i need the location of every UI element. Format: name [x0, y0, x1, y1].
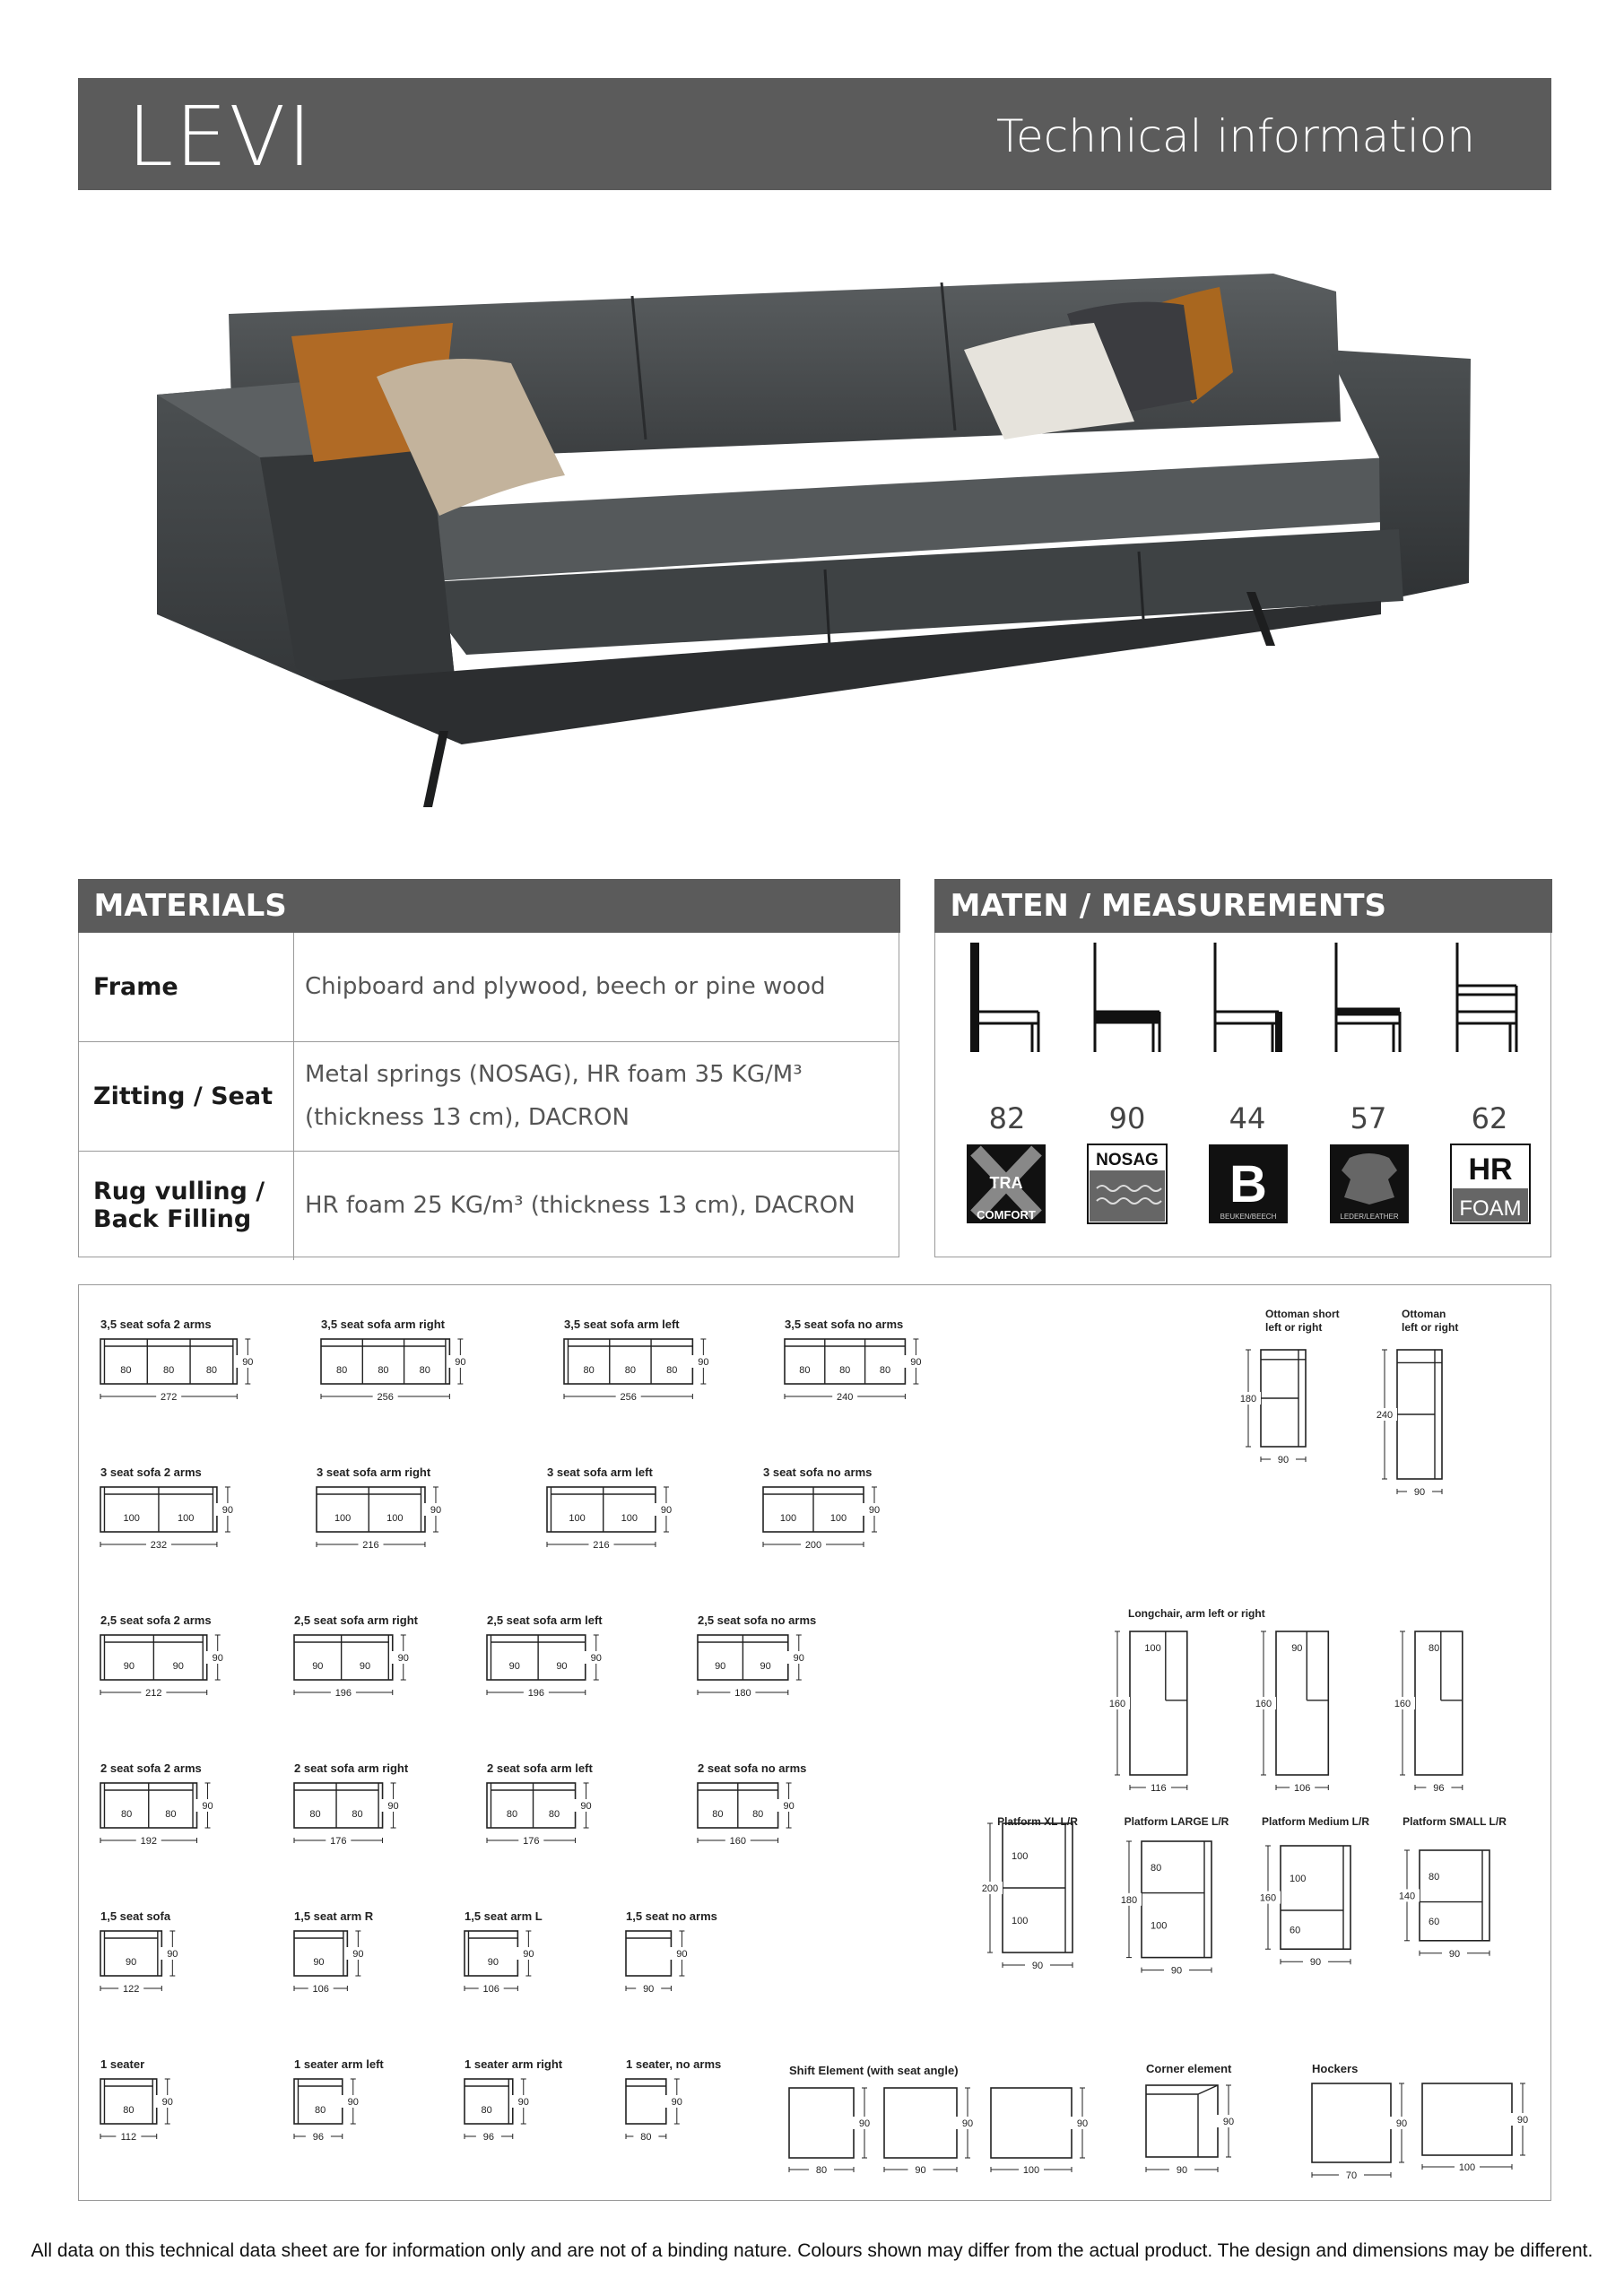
dimension-label: 90: [783, 1801, 795, 1812]
seat-width-label: 90: [1291, 1643, 1303, 1654]
header-banner: [78, 78, 1551, 190]
ottoman-element: [1372, 1308, 1458, 1498]
element-label: 1,5 seat arm R: [294, 1909, 374, 1923]
dimension-label: 180: [734, 1688, 751, 1699]
sofa-element: [465, 2057, 563, 2143]
dimension-label: 200: [804, 1540, 822, 1551]
measurements-panel: [934, 879, 1551, 1257]
seat-width-label: 100: [829, 1513, 847, 1524]
seat-width-label: 60: [1290, 1925, 1301, 1936]
seat-width-icon: [1336, 943, 1400, 1052]
dimension-label: 272: [160, 1392, 178, 1403]
dimension-label: 90: [1176, 2165, 1188, 2176]
dimension-label: 176: [330, 1836, 347, 1847]
dimension-label: 90: [430, 1505, 442, 1516]
seat-width-label: 80: [583, 1365, 595, 1376]
sofa-photo: [143, 260, 1489, 852]
table-row: [79, 933, 899, 1042]
element-label: 1,5 seat sofa: [100, 1909, 171, 1923]
dimension-label: 100: [1022, 2165, 1040, 2176]
element-outline: [789, 2088, 854, 2158]
element-label: 1 seater: [100, 2057, 145, 2071]
element-label: 3,5 seat sofa 2 arms: [100, 1318, 212, 1331]
dimension-label: 90: [212, 1653, 223, 1664]
shift-element: [991, 2088, 1095, 2176]
dimension-label: 90: [1413, 1487, 1426, 1498]
seat-width-label: 80: [309, 1809, 321, 1820]
seat-width-label: 90: [487, 1957, 499, 1968]
element-label: Ottoman: [1402, 1308, 1446, 1320]
seat-width-label: 90: [715, 1661, 726, 1672]
dimension-label: 180: [1239, 1394, 1257, 1405]
corner-line: [1198, 2085, 1218, 2094]
seat-width-label: 80: [352, 1809, 363, 1820]
dimension-label: 96: [482, 2132, 495, 2143]
dimension-label: 70: [1345, 2170, 1358, 2181]
sofa-element: [294, 1613, 419, 1699]
dimension-label: 90: [347, 2097, 359, 2108]
seat-width-label: 80: [799, 1365, 811, 1376]
seat-width-label: 80: [879, 1365, 891, 1376]
element-label: 2,5 seat sofa arm right: [294, 1613, 418, 1627]
sofa-element: [626, 1909, 717, 1995]
nosag-text: NOSAG: [1096, 1151, 1159, 1170]
hr-text: HR: [1468, 1152, 1513, 1187]
dimension-label: 80: [815, 2165, 828, 2176]
seat-width-label: 100: [779, 1513, 797, 1524]
dimension-label: 212: [145, 1688, 162, 1699]
dimension-label: 106: [482, 1984, 499, 1995]
seat-width-label: 90: [556, 1661, 568, 1672]
platform-element: [1394, 1815, 1507, 1960]
element-label: 1,5 seat no arms: [626, 1909, 717, 1923]
dimension-label: 90: [676, 1949, 688, 1960]
seat-width-label: 100: [1290, 1874, 1307, 1884]
seat-width-label: 80: [314, 2105, 326, 2116]
dimension-label: 232: [150, 1540, 168, 1551]
chair-measure-icons: [935, 935, 1550, 1257]
seat-width-label: 80: [163, 1365, 175, 1376]
element-label: 2 seat sofa arm right: [294, 1761, 409, 1775]
element-label: 1,5 seat arm L: [465, 1909, 543, 1923]
dimension-label: 240: [837, 1392, 854, 1403]
dimension-label: 90: [643, 1984, 655, 1995]
element-label: Longchair, arm left or right: [1128, 1607, 1265, 1620]
sofa-element: [465, 1909, 543, 1995]
dimension-label: 90: [1170, 1965, 1183, 1977]
dimension-label: 160: [1259, 1892, 1277, 1904]
longchair-group: [1128, 1607, 1265, 1620]
measurements-title: MATEN / MEASUREMENTS: [934, 879, 1552, 933]
element-label: 3,5 seat sofa arm right: [321, 1318, 445, 1331]
dimension-label: 106: [312, 1984, 329, 1995]
measure-value: 82: [988, 1101, 1026, 1135]
longchair-element: [1105, 1631, 1187, 1794]
disclaimer: All data on this technical data sheet are for information only and are not of a binding nature. Colours shown may differ from the actual product. The design and dimensions may be different.: [30, 2240, 1594, 2261]
element-outline: [1146, 2085, 1218, 2157]
element-label: 2 seat sofa 2 arms: [100, 1761, 202, 1775]
sofa-element: [698, 1613, 816, 1699]
brand-title: LEVI: [127, 89, 314, 185]
materials-title: MATERIALS: [78, 879, 900, 933]
seat-width-label: 90: [313, 1957, 325, 1968]
dimension-label: 216: [593, 1540, 610, 1551]
sofa-element: [100, 1613, 230, 1699]
material-label: Frame: [79, 933, 294, 1042]
table-row: [79, 1151, 899, 1260]
dimension-label: 90: [1031, 1961, 1044, 1971]
leather-icon: [1330, 1144, 1409, 1223]
dimension-label: 90: [221, 1505, 234, 1516]
materials-panel: [78, 879, 899, 1257]
seat-width-label: 80: [666, 1365, 678, 1376]
measure-value: 44: [1229, 1101, 1266, 1135]
sofa-element: [321, 1318, 473, 1403]
element-label: 2,5 seat sofa no arms: [698, 1613, 817, 1627]
dimension-label: 200: [981, 1883, 999, 1894]
shift-element: [884, 2088, 980, 2176]
seat-width-label: 90: [508, 1661, 520, 1672]
dimension-label: 100: [1458, 2162, 1476, 2173]
material-label: Rug vulling / Back Filling: [79, 1151, 294, 1260]
sofa-element: [100, 1909, 185, 1995]
sofa-element: [547, 1465, 679, 1551]
sofa-element: [487, 1761, 599, 1847]
dimension-label: 90: [242, 1357, 254, 1368]
seat-width-label: 80: [712, 1809, 724, 1820]
element-label: Platform XL L/R: [997, 1815, 1078, 1828]
elements-drawings: [79, 1285, 1550, 2199]
dimension-label: 90: [161, 2097, 173, 2108]
seat-width-label: 80: [123, 2105, 135, 2116]
dimension-label: 96: [312, 2132, 325, 2143]
dimension-label: 90: [1277, 1455, 1290, 1465]
dimension-label: 90: [868, 1505, 881, 1516]
foam-text: FOAM: [1459, 1196, 1522, 1221]
element-label: 3,5 seat sofa arm left: [564, 1318, 680, 1331]
seat-width-label: 100: [1012, 1851, 1029, 1862]
element-label: 1 seater, no arms: [626, 2057, 722, 2071]
hocker-small: [1312, 2083, 1391, 2162]
dimension-label: 90: [1448, 1948, 1461, 1960]
dimension-label: 90: [1222, 2117, 1235, 2127]
dimension-label: 90: [961, 2118, 974, 2129]
seat-width-label: 100: [178, 1513, 195, 1524]
element-label: Corner element: [1146, 2062, 1232, 2075]
seat-width-label: 100: [569, 1513, 586, 1524]
element-label: 1 seater arm right: [465, 2057, 563, 2071]
seat-width-label: 80: [1429, 1871, 1440, 1883]
measure-value: 57: [1350, 1101, 1387, 1135]
ottoman-element: [1236, 1308, 1340, 1465]
nosag-icon: [1088, 1144, 1167, 1223]
dimension-label: 160: [729, 1836, 746, 1847]
total-height-icon: [975, 943, 1038, 1052]
dimension-label: 90: [793, 1653, 804, 1664]
element-label: Platform LARGE L/R: [1124, 1815, 1229, 1828]
seat-width-label: 80: [1151, 1862, 1162, 1874]
seat-width-label: 80: [506, 1809, 518, 1820]
element-label: left or right: [1265, 1321, 1323, 1334]
seat-height-icon: [1215, 943, 1279, 1052]
dimension-label: 112: [120, 2132, 137, 2143]
measure-value: 62: [1471, 1101, 1508, 1135]
element-label: 2,5 seat sofa 2 arms: [100, 1613, 212, 1627]
dimension-label: 80: [640, 2132, 652, 2143]
seat-width-label: 80: [120, 1365, 132, 1376]
seat-width-label: 80: [624, 1365, 637, 1376]
seat-width-label: 90: [760, 1661, 771, 1672]
seat-width-label: 100: [621, 1513, 638, 1524]
measure-value: 90: [1108, 1101, 1146, 1135]
shift-group: [789, 2064, 959, 2077]
dimension-label: 192: [140, 1836, 157, 1847]
beech-icon: [1209, 1144, 1288, 1223]
dimension-label: 160: [1108, 1699, 1126, 1709]
seat-width-label: 80: [839, 1365, 851, 1376]
seat-width-label: 100: [1012, 1916, 1029, 1926]
element-label: Platform Medium L/R: [1261, 1815, 1370, 1828]
element-label: left or right: [1402, 1321, 1459, 1334]
dimension-label: 90: [387, 1801, 399, 1812]
element-label: Ottoman short: [1265, 1308, 1340, 1320]
dimension-label: 106: [1293, 1783, 1311, 1794]
table-row: [79, 1041, 899, 1151]
seat-width-label: 100: [1151, 1920, 1168, 1932]
sofa-element: [100, 2057, 180, 2143]
sofa-element: [626, 2057, 721, 2143]
dimension-label: 90: [698, 1357, 709, 1368]
element-label: Shift Element (with seat angle): [789, 2064, 959, 2077]
longchair-element: [1390, 1631, 1463, 1794]
dimension-label: 96: [1433, 1783, 1445, 1794]
seat-width-label: 100: [386, 1513, 404, 1524]
sofa-element: [785, 1318, 928, 1403]
dimension-label: 196: [334, 1688, 352, 1699]
longchair-element: [1251, 1631, 1328, 1794]
seat-depth-icon: [1095, 943, 1159, 1052]
dimension-label: 196: [527, 1688, 545, 1699]
seat-width-label: 90: [172, 1661, 184, 1672]
element-label: Platform SMALL L/R: [1403, 1815, 1507, 1828]
seat-width-label: 80: [205, 1365, 218, 1376]
xtra-comfort-icon: [967, 1144, 1046, 1223]
material-value: Metal springs (NOSAG), HR foam 35 KG/M³ (thickness 13 cm), DACRON: [294, 1041, 899, 1151]
platform-element: [1116, 1815, 1229, 1977]
page-subtitle: Technical information: [995, 110, 1475, 162]
seat-width-label: 90: [359, 1661, 371, 1672]
hr-foam-icon: [1451, 1144, 1530, 1223]
dimension-label: 216: [362, 1540, 379, 1551]
element-label: 3 seat sofa no arms: [763, 1465, 873, 1479]
dimension-label: 256: [377, 1392, 394, 1403]
dimension-label: 90: [1076, 2118, 1089, 2129]
leather-sub: LEDER/LEATHER: [1340, 1213, 1399, 1221]
element-label: 2,5 seat sofa arm left: [487, 1613, 603, 1627]
dimension-label: 90: [352, 1949, 364, 1960]
elements-diagram: [78, 1284, 1551, 2201]
sofa-element: [698, 1761, 806, 1847]
xtra-sub: COMFORT: [977, 1208, 1036, 1222]
element-label: 3 seat sofa 2 arms: [100, 1465, 202, 1479]
arm-height-icon: [1457, 943, 1516, 1052]
sofa-element: [294, 2057, 384, 2143]
dimension-label: 90: [517, 2097, 529, 2108]
dimension-label: 90: [910, 1357, 922, 1368]
dimension-label: 90: [915, 2165, 926, 2176]
dimension-label: 90: [580, 1801, 592, 1812]
dimension-label: 90: [671, 2097, 682, 2108]
hocker-large: [1422, 2083, 1512, 2155]
dimension-label: 176: [523, 1836, 540, 1847]
sofa-element: [294, 1761, 409, 1847]
sofa-element: [487, 1613, 609, 1699]
dimension-label: 90: [858, 2118, 871, 2129]
dimension-label: 90: [397, 1653, 409, 1664]
dimension-label: 90: [1516, 2115, 1529, 2126]
dimension-label: 90: [1309, 1957, 1322, 1969]
seat-width-label: 100: [334, 1513, 352, 1524]
shift-element: [789, 2088, 877, 2176]
material-label: Zitting / Seat: [79, 1041, 294, 1151]
sofa-element: [100, 1318, 260, 1403]
dimension-label: 90: [167, 1949, 178, 1960]
dimension-label: 116: [1151, 1783, 1167, 1794]
seat-width-label: 100: [123, 1513, 140, 1524]
xtra-text: TRA: [989, 1174, 1023, 1192]
corner-element: [1146, 2062, 1241, 2176]
sofa-element: [100, 1761, 221, 1847]
material-value: Chipboard and plywood, beech or pine wood: [305, 973, 826, 1000]
element-label: Hockers: [1312, 2062, 1359, 2075]
element-outline: [991, 2088, 1072, 2158]
seat-width-label: 60: [1429, 1917, 1440, 1928]
sofa-element: [564, 1318, 716, 1403]
material-value: HR foam 25 KG/m³ (thickness 13 cm), DACRON: [294, 1151, 899, 1260]
dimension-label: 90: [1395, 2118, 1408, 2129]
seat-width-label: 80: [336, 1365, 348, 1376]
dimension-label: 90: [660, 1505, 673, 1516]
seat-width-label: 80: [378, 1365, 389, 1376]
dimension-label: 90: [590, 1653, 602, 1664]
element-outline: [884, 2088, 957, 2158]
element-label: 3,5 seat sofa no arms: [785, 1318, 904, 1331]
dimension-label: 90: [523, 1949, 534, 1960]
dimension-label: 122: [122, 1984, 140, 1995]
seat-width-label: 80: [752, 1809, 764, 1820]
seat-width-label: 80: [165, 1809, 177, 1820]
seat-width-label: 100: [1144, 1643, 1161, 1654]
element-label: 3 seat sofa arm left: [547, 1465, 653, 1479]
hockers-element: [1312, 2062, 1535, 2181]
element-label: 3 seat sofa arm right: [317, 1465, 431, 1479]
element-outline: [1142, 1841, 1211, 1958]
seat-width-label: 90: [123, 1661, 135, 1672]
seat-width-label: 80: [548, 1809, 560, 1820]
dimension-label: 90: [455, 1357, 466, 1368]
platform-element: [1255, 1815, 1369, 1968]
dimension-label: 180: [1120, 1894, 1138, 1906]
beech-sub: BEUKEN/BEECH: [1220, 1213, 1277, 1221]
dimension-label: 256: [620, 1392, 637, 1403]
sofa-element: [763, 1465, 887, 1551]
seat-width-label: 80: [120, 1809, 133, 1820]
seat-width-label: 80: [1428, 1643, 1440, 1654]
sofa-element: [294, 1909, 374, 1995]
dimension-label: 160: [1255, 1699, 1272, 1709]
materials-table: [79, 933, 899, 1260]
dimension-label: 90: [202, 1801, 213, 1812]
sofa-element: [317, 1465, 448, 1551]
seat-width-label: 80: [481, 2105, 492, 2116]
element-label: 2 seat sofa no arms: [698, 1761, 807, 1775]
element-label: 2 seat sofa arm left: [487, 1761, 593, 1775]
sofa-element: [100, 1465, 240, 1551]
seat-width-label: 80: [419, 1365, 430, 1376]
dimension-label: 140: [1398, 1891, 1416, 1902]
element-label: 1 seater arm left: [294, 2057, 384, 2071]
dimension-label: 240: [1376, 1410, 1394, 1421]
seat-width-label: 90: [126, 1957, 137, 1968]
platform-element: [977, 1815, 1078, 1971]
seat-width-label: 90: [312, 1661, 324, 1672]
beech-text: B: [1229, 1155, 1267, 1213]
dimension-label: 160: [1394, 1699, 1411, 1709]
